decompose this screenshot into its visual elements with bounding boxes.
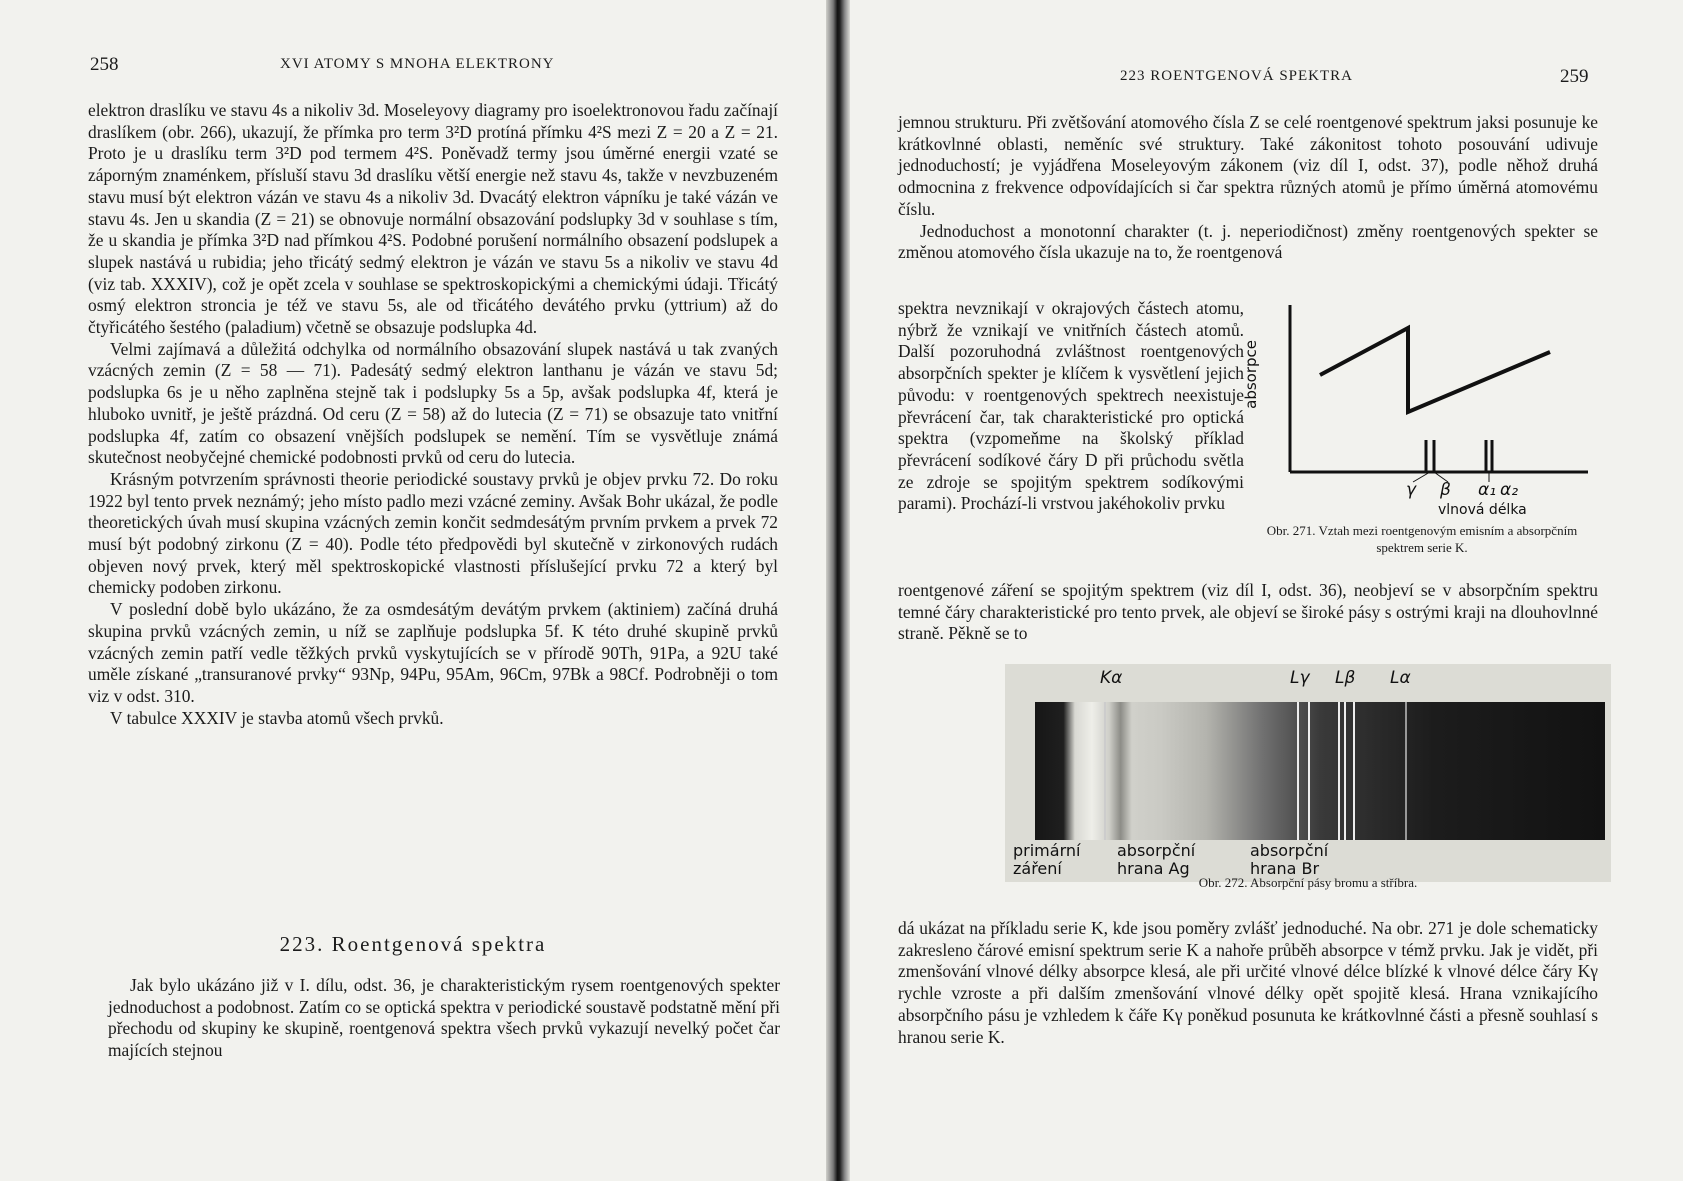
right-body-side	[898, 298, 1244, 515]
left-paragraph-2: Velmi zajímavá a důležitá odchylka od normálního obsazování slupek nastává u tak zvaných vzácných zemin (Z = 58 — 71). Padesátý sedmý elektron lanthanu je vázán ve stavu 5d; podslupka 6s je u něho zaplněna stejně tak i podslupky 5s a 5p, avšak podslupka 4f, která je hluboko uvnitř, je ještě prázdná. Od ceru (Z = 58) až do lutecia (Z = 71) se obsazuje tato vnitřní podslupka 4f, zatím co obsazení vnějších podslupek se nemění. Tím se vysvětluje známá skutečnost neobyčejné chemické podobnosti prvků od ceru do lutecia.	[88, 338, 778, 468]
x-axis-label: vlnová délka	[1438, 502, 1527, 518]
figure-271	[1242, 300, 1588, 552]
right-paragraph-bottom: dá ukázat na příkladu serie K, kde jsou poměry zvlášť jednoduché. Na obr. 271 je dole schematicky zakresleno čárové emisní spektrum serie K a nahoře průběh absorpce v témž prvku. Jak je vidět, při zmenšování vlnové délky absorpce klesá, ale při určité vlnové délce blízké k vlnové délce čáry Kγ rychle vzroste a při dalším zmenšování vlnové délky opět spojitě klesá. Hrana vznikajícího absorpčního pásu je vzhledem k čáře Kγ poněkud posunuta ke krátkovlnné části a přesně souhlasí s hranou serie K.	[898, 918, 1598, 1047]
label-edge-ag: absorpční hrana Ag	[1117, 842, 1209, 878]
right-paragraph-1: jemnou strukturu. Při zvětšování atomového čísla Z se celé roentgenové spektrum jaksi posunuje ke krátkovlnné oblasti, neměníc své struktury. Také zákonitost tohoto posouvání udivuje jednoduchostí; je vyjádřena Moseleyovým zákonem (viz díl I, odst. 37), podle něhož druhá odmocnina z frekvence odpovídajících si čar spektra různých atomů je přímo úměrná atomovému číslu.	[898, 112, 1598, 219]
label-alpha1: α₁	[1478, 480, 1497, 500]
book-gutter	[826, 0, 850, 1181]
left-body	[88, 100, 778, 729]
right-paragraph-2: Jednoduchost a monotonní charakter (t. j. neperiodičnost) změny roentgenových spekter se změnou atomového čísla ukazuje na to, že roentgenová	[898, 220, 1598, 263]
label-primary-radiation: primární záření	[1013, 842, 1101, 878]
left-paragraph-3: Krásným potvrzením správnosti theorie periodické soustavy prvků je objev prvku 72. Do roku 1922 byl tento prvek neznámý; jeho místo padlo mezi vzácné zeminy. Avšak Bohr ukázal, že podle theoretických úvah musí skupina vzácných zemin končit sedmdesátým prvním prvkem a prvek 72 musí být podobný zirkonu (Z = 40). Podle této předpovědi byl skutečně v zirkonových rudách objeven nový prvek, který měl spektroskopické vlastnosti příslušející prvku 72 a který byl chemicky podoben zirkonu.	[88, 468, 778, 598]
label-gamma: γ	[1406, 480, 1417, 500]
section-title: 223. Roentgenová spektra	[279, 932, 547, 956]
left-page-number: 258	[90, 54, 119, 75]
label-k-alpha: Kα	[1100, 668, 1123, 688]
label-l-gamma: Lγ	[1290, 668, 1310, 688]
left-running-title: XVI ATOMY S MNOHA ELEKTRONY	[280, 56, 555, 72]
absorption-emission-diagram	[1248, 300, 1588, 510]
right-running-title: 223 ROENTGENOVÁ SPEKTRA	[1120, 68, 1353, 84]
right-paragraph-after-fig271: roentgenové záření se spojitým spektrem (viz díl I, odst. 36), neobjeví se v absorpčním spektru temné čáry charakteristické pro tento prvek, ale objeví se široké pásy s ostrými kraji na dlouhovlnné straně. Pěkně se to	[898, 580, 1598, 644]
figure-272	[1005, 664, 1611, 882]
left-page	[0, 0, 826, 1181]
label-alpha2: α₂	[1500, 480, 1519, 500]
figure-272-caption: Obr. 272. Absorpční pásy bromu a stříbra.	[1198, 875, 1418, 890]
left-paragraph-4: V poslední době bylo ukázáno, že za osmdesátým devátým prvkem (aktiniem) začíná druhá skupina prvků vzácných zemin, u níž se zaplňuje podslupka 5f. K této druhé skupině prvků vzácných zemin patří vedle těžkých prvků vyskytujících se v přírodě 90Th, 91Pa, a 92U také uměle získané „transuranové prvky“ 93Np, 94Pu, 95Am, 96Cm, 97Bk a 98Cf. Podrobněji o tom viz v odst. 310.	[88, 599, 778, 706]
left-paragraph-1: elektron draslíku ve stavu 4s a nikoliv 3d. Moseleyovy diagramy pro isoelektronovou řadu začínají draslíkem (obr. 266), ukazují, že přímka pro term 3²D protíná přímku 4²S mezi Z = 20 a Z = 21. Proto je u draslíku term 3²D pod termem 4²S. Poněvadž termy jsou úměrné energii vzaté se záporným znaménkem, přísluší stavu 3d draslíku větší energie než stavu 4s, takže v nevzbuzeném stavu musí být elektron vázán ve stavu 4s a nikoliv 3d. Dvacátý elektron vápníku je také vázán ve stavu 4s. Jen u skandia (Z = 21) se obnovuje normální obsazování podslupky 3d v souhlase s tím, že u skandia je přímka 3²D nad přímkou 4²S. Podobné porušení normálního obsazení podslupek a slupek nastává u rubidia; jeho třicátý sedmý elektron je vázán ve stavu 5s a nikoliv ve stavu 4d (viz tab. XXXIV), což je opět zcela v souhlase se spektroskopickými a chemickými údaji. Třicátý osmý elektron stroncia je též ve stavu 5s, ale od třicátého devátého prvku (yttrium) až do čtyřicátého šestého (paladium) včetně se obsazuje podslupka 4d.	[88, 100, 778, 338]
absorption-photo-strip	[1035, 702, 1605, 840]
y-axis-label: absorpce	[1242, 340, 1260, 409]
right-body-middle	[898, 580, 1598, 645]
left-section-paragraph: Jak bylo ukázáno již v I. dílu, odst. 36, je charakteristickým rysem roentgenových spekter jednoduchost a podobnost. Zatím co se optická spektra v periodické soustavě podstatně mění při přechodu od skupiny ke skupině, roentgenová spektra všech prvků vykazují nevelký počet čar majících stejnou	[108, 975, 780, 1061]
right-page-number: 259	[1560, 66, 1589, 87]
left-running-head	[90, 54, 790, 76]
left-paragraph-5: V tabulce XXXIV je stavba atomů všech prvků.	[110, 707, 444, 728]
label-l-alpha: Lα	[1390, 668, 1411, 688]
right-body-top	[898, 112, 1598, 264]
right-paragraph-side: spektra nevznikají v okrajových částech atomu, nýbrž že vznikají ve vnitřních částech atomů. Další pozoruhodná zvláštnost roentgenových absorpčních spekter je klíčem k vysvětlení jejich původu: v roentgenových spektrech neexistuje převrácení čar, tak charakteristické pro optická spektra (vzpomeňme na školský příklad převrácení sodíkové čáry D při průchodu světla ze zdroje se spojitým spektrem sodíkovými parami). Prochází-li vrstvou jakéhokoliv prvku	[898, 298, 1244, 514]
label-edge-br: absorpční hrana Br	[1250, 842, 1342, 878]
label-l-beta: Lβ	[1335, 668, 1356, 688]
figure-271-caption: Obr. 271. Vztah mezi roentgenovým emisním a absorpčním spektrem serie K.	[1266, 523, 1578, 555]
left-section-body	[108, 975, 780, 1062]
right-body-bottom	[898, 918, 1598, 1048]
absorption-curve	[1320, 328, 1550, 412]
label-beta: β	[1440, 480, 1451, 500]
